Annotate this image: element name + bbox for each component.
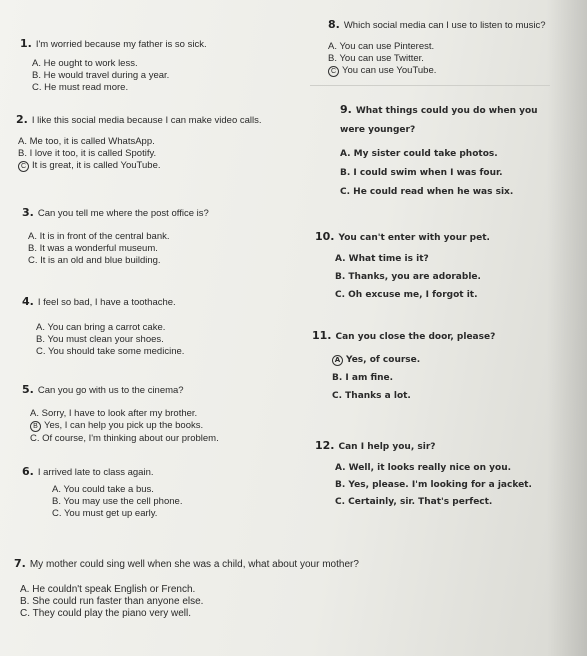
question-prompt: You can't enter with your pet.: [338, 233, 490, 243]
circled-answer-mark: C: [328, 66, 339, 77]
option-c[interactable]: C It is great, it is called YouTube.: [18, 160, 262, 172]
option-b[interactable]: B. You may use the cell phone.: [52, 496, 183, 507]
question-number: 12.: [315, 439, 335, 452]
option-b[interactable]: B Yes, I can help you pick up the books.: [30, 420, 219, 432]
question-6: [22, 466, 182, 519]
option-a[interactable]: A. It is in front of the central bank.: [28, 231, 170, 242]
option-b[interactable]: B. You must clean your shoes.: [36, 334, 164, 345]
question-number: 4.: [22, 295, 34, 308]
question-8: [328, 19, 546, 77]
question-number: 6.: [22, 465, 34, 478]
option-a[interactable]: A. You can bring a carrot cake.: [36, 322, 166, 333]
option-b[interactable]: B. She could run faster than anyone else.: [20, 596, 204, 607]
option-c[interactable]: C. It is an old and blue building.: [28, 255, 161, 266]
option-b[interactable]: B. I love it too, it is called Spotify.: [18, 148, 157, 159]
question-number: 2.: [16, 113, 28, 126]
option-c[interactable]: C. Thanks a lot.: [332, 391, 411, 401]
question-7: [14, 558, 359, 619]
question-number: 11.: [312, 329, 332, 342]
question-10: [315, 231, 490, 301]
question-prompt: Can you close the door, please?: [335, 332, 496, 342]
question-prompt: Can I help you, sir?: [338, 442, 436, 452]
question-number: 7.: [14, 557, 26, 570]
option-c[interactable]: C. Oh excuse me, I forgot it.: [335, 290, 478, 300]
question-prompt: I like this social media because I can make video calls.: [31, 115, 262, 126]
question-2: [16, 114, 262, 172]
circled-answer-mark: C: [18, 161, 29, 172]
option-c[interactable]: C. You should take some medicine.: [36, 346, 185, 357]
option-a[interactable]: A. He couldn't speak English or French.: [20, 584, 196, 595]
question-prompt: Can you go with us to the cinema?: [37, 385, 184, 396]
option-c[interactable]: C. Certainly, sir. That's perfect.: [335, 497, 493, 507]
option-c[interactable]: C You can use YouTube.: [328, 65, 546, 77]
question-number: 5.: [22, 383, 34, 396]
question-number: 3.: [22, 206, 34, 219]
option-a[interactable]: A Yes, of course.: [332, 355, 495, 366]
option-b[interactable]: B. It was a wonderful museum.: [28, 243, 158, 254]
option-b[interactable]: B. I could swim when I was four.: [340, 168, 503, 178]
question-prompt: Which social media can I use to listen to music?: [343, 20, 546, 31]
option-c[interactable]: C. He must read more.: [32, 82, 129, 93]
option-c[interactable]: C. They could play the piano very well.: [20, 608, 192, 619]
circled-answer-mark: A: [332, 355, 343, 366]
option-c[interactable]: C. You must get up early.: [52, 508, 158, 519]
question-number: 1.: [20, 37, 32, 50]
option-a[interactable]: A. You could take a bus.: [52, 484, 154, 495]
question-11: [312, 330, 495, 402]
option-b[interactable]: B. I am fine.: [332, 373, 394, 383]
question-prompt: Can you tell me where the post office is?: [37, 208, 209, 219]
question-number: 8.: [328, 18, 340, 31]
question-number: 9.: [340, 103, 352, 116]
question-3: [22, 207, 209, 266]
option-c[interactable]: C. Of course, I'm thinking about our problem.: [30, 433, 219, 444]
option-c[interactable]: C. He could read when he was six.: [340, 187, 514, 197]
question-1: [20, 38, 207, 93]
page-shadow: [547, 0, 587, 656]
question-number: 10.: [315, 230, 335, 243]
question-4: [22, 296, 184, 357]
question-prompt: I feel so bad, I have a toothache.: [37, 297, 176, 308]
question-9: [340, 100, 560, 198]
question-prompt: I arrived late to class again.: [37, 467, 154, 478]
option-a[interactable]: A. My sister could take photos.: [340, 149, 498, 159]
option-a[interactable]: A. He ought to work less.: [32, 58, 138, 69]
option-b[interactable]: B. You can use Twitter.: [328, 53, 424, 64]
question-prompt: I'm worried because my father is so sick.: [35, 39, 207, 50]
question-prompt: What things could you do when you were younger?: [340, 106, 538, 135]
question-12: [315, 440, 532, 508]
option-b[interactable]: B. Thanks, you are adorable.: [335, 272, 481, 282]
option-a[interactable]: A. You can use Pinterest.: [328, 41, 435, 52]
option-a[interactable]: A. Me too, it is called WhatsApp.: [18, 136, 155, 147]
question-5: [22, 384, 219, 444]
option-a[interactable]: A. Well, it looks really nice on you.: [335, 463, 512, 473]
option-a[interactable]: A. What time is it?: [335, 254, 429, 264]
option-b[interactable]: B. He would travel during a year.: [32, 70, 170, 81]
option-b[interactable]: B. Yes, please. I'm looking for a jacket.: [335, 480, 532, 490]
option-a[interactable]: A. Sorry, I have to look after my brother.: [30, 408, 198, 419]
circled-answer-mark: B: [30, 421, 41, 432]
question-prompt: My mother could sing well when she was a child, what about your mother?: [29, 559, 359, 570]
divider: [310, 85, 550, 86]
